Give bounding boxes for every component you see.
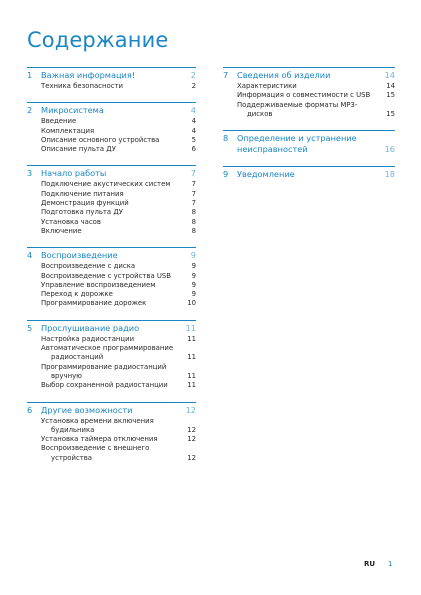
toc-section <box>27 165 196 236</box>
toc-item-label: Поддерживаемые форматы MP3-дисков <box>237 100 358 118</box>
toc-item-label: Техника безопасности <box>41 82 123 90</box>
toc-item-page: 9 <box>191 262 196 271</box>
section-number: 5 <box>27 322 33 333</box>
toc-item-label: Демонстрация функций <box>41 199 129 208</box>
toc-item-label: Введение <box>41 117 77 126</box>
toc-section <box>27 247 196 308</box>
toc-item[interactable] <box>27 344 196 363</box>
toc-item[interactable] <box>27 180 196 189</box>
toc-item-label: Характеристики <box>237 82 297 90</box>
section-title: Сведения об изделии <box>237 70 331 80</box>
toc-item-page: 8 <box>191 217 196 226</box>
section-title: Важная информация! <box>41 70 136 80</box>
section-title: Начало работы <box>41 168 107 179</box>
toc-item-label: Настройка радиостанции <box>41 334 135 343</box>
section-page: 2 <box>190 70 196 80</box>
section-page: 4 <box>190 105 196 116</box>
toc-item-label: Переход к дорожке <box>41 290 113 299</box>
toc-item-page: 6 <box>191 145 196 154</box>
toc-item-page: 10 <box>187 299 196 308</box>
toc-item-page: 7 <box>191 199 196 208</box>
toc-section <box>223 67 395 119</box>
toc-item-page: 9 <box>191 271 196 280</box>
section-page: 9 <box>190 250 196 261</box>
section-heading[interactable] <box>223 133 395 155</box>
section-heading[interactable] <box>27 405 196 416</box>
section-number: 7 <box>223 70 229 80</box>
toc-item-label: Воспроизведение с диска <box>41 262 136 271</box>
toc-item[interactable] <box>27 381 196 390</box>
section-page: 18 <box>384 169 395 180</box>
section-number: 3 <box>27 168 33 179</box>
toc-item-label: Установка часов <box>41 217 101 226</box>
toc-item[interactable] <box>27 335 196 344</box>
toc-section <box>27 67 196 91</box>
section-page: 14 <box>384 70 395 80</box>
toc-item[interactable] <box>27 117 196 126</box>
toc-item-label: Описание пульта ДУ <box>41 145 116 154</box>
page-number: 1 <box>388 560 393 568</box>
language-code: RU <box>364 560 376 568</box>
toc-item-label: Подготовка пульта ДУ <box>41 208 123 217</box>
toc-item-label: Воспроизведение с устройства USB <box>41 271 172 280</box>
toc-section <box>223 166 395 180</box>
section-heading[interactable] <box>27 105 196 116</box>
toc-item-page: 12 <box>187 425 196 434</box>
toc-item-label: Описание основного устройства <box>41 135 160 144</box>
toc-item-label: Установка таймера отключения <box>41 435 158 444</box>
section-heading[interactable] <box>27 250 196 261</box>
toc-section <box>223 130 395 155</box>
toc-item[interactable] <box>27 363 196 382</box>
section-number: 2 <box>27 105 33 116</box>
section-page: 7 <box>190 168 196 179</box>
section-title: Прослушивание радио <box>41 322 140 333</box>
section-heading[interactable] <box>27 323 196 334</box>
toc-item[interactable] <box>27 127 196 136</box>
toc-item[interactable] <box>27 435 196 444</box>
toc-item[interactable] <box>27 281 196 290</box>
section-heading[interactable] <box>27 70 196 81</box>
toc-item-page: 4 <box>191 117 196 126</box>
toc-item[interactable] <box>27 299 196 308</box>
toc-item[interactable] <box>27 208 196 217</box>
toc-item-label: Выбор сохраненной радиостанции <box>41 381 168 390</box>
toc-item[interactable] <box>223 91 395 100</box>
toc-item-label: Автоматическое программирование радиостанций <box>41 344 174 362</box>
toc-item-page: 9 <box>191 280 196 289</box>
section-title: Определение и устранение неисправностей <box>237 133 357 155</box>
section-heading[interactable] <box>223 70 395 81</box>
section-number: 8 <box>223 133 229 144</box>
toc-item-page: 11 <box>187 381 196 390</box>
section-page: 11 <box>185 322 196 333</box>
toc-column-left <box>27 67 196 474</box>
section-page: 16 <box>384 144 395 155</box>
section-number: 1 <box>27 70 33 80</box>
toc-item-page: 11 <box>187 334 196 343</box>
toc-item-page: 2 <box>191 82 196 90</box>
toc-item-label: Подключение акустических систем <box>41 180 171 189</box>
toc-item-page: 15 <box>386 109 395 118</box>
toc-item-label: Программирование дорожек <box>41 299 147 308</box>
toc-item-label: Воспроизведение с внешнего устройства <box>41 444 150 462</box>
page-title: Содержание <box>27 28 169 52</box>
toc-item-page: 5 <box>191 135 196 144</box>
toc-item[interactable] <box>27 262 196 271</box>
toc-item-label: Подключение питания <box>41 189 124 198</box>
toc-column-right <box>223 67 395 191</box>
section-page: 12 <box>185 404 196 415</box>
toc-item[interactable] <box>223 82 395 91</box>
toc-item-label: Включение <box>41 226 82 235</box>
toc-item-label: Комплектация <box>41 126 95 135</box>
toc-item[interactable] <box>27 136 196 145</box>
toc-item[interactable] <box>223 101 395 120</box>
toc-item-page: 14 <box>386 82 395 90</box>
toc-item-page: 15 <box>386 91 395 100</box>
toc-item[interactable] <box>27 272 196 281</box>
toc-section <box>27 102 196 154</box>
toc-item-label: Информация о совместимости с USB <box>237 91 371 100</box>
toc-item-page: 11 <box>187 353 196 362</box>
toc-item[interactable] <box>27 218 196 227</box>
section-title: Микросистема <box>41 105 104 116</box>
toc-item-page: 8 <box>191 208 196 217</box>
toc-item[interactable] <box>27 417 196 436</box>
section-title: Уведомление <box>237 169 295 180</box>
toc-item[interactable] <box>27 444 196 463</box>
section-number: 4 <box>27 250 33 261</box>
toc-section <box>27 320 196 391</box>
toc-item[interactable] <box>27 145 196 154</box>
toc-item-page: 12 <box>187 453 196 462</box>
section-number: 6 <box>27 404 33 415</box>
toc-item-page: 7 <box>191 180 196 189</box>
toc-item[interactable] <box>27 82 196 91</box>
toc-item[interactable] <box>27 190 196 199</box>
toc-item-page: 4 <box>191 126 196 135</box>
section-heading[interactable] <box>27 168 196 179</box>
toc-item-page: 7 <box>191 189 196 198</box>
section-number: 9 <box>223 169 229 180</box>
toc-item-page: 11 <box>187 371 196 380</box>
toc-item-page: 9 <box>191 290 196 299</box>
toc-item-page: 8 <box>191 226 196 235</box>
section-heading[interactable] <box>223 169 395 180</box>
section-title: Воспроизведение <box>41 250 118 261</box>
toc-item[interactable] <box>27 227 196 236</box>
toc-section <box>27 402 196 463</box>
toc-item[interactable] <box>27 199 196 208</box>
toc-item[interactable] <box>27 290 196 299</box>
toc-item-label: Управление воспроизведением <box>41 280 156 289</box>
toc-item-label: Программирование радиостанций вручную <box>41 362 167 380</box>
toc-item-label: Установка времени включения будильника <box>41 416 154 434</box>
section-title: Другие возможности <box>41 404 133 415</box>
toc-item-page: 12 <box>187 435 196 444</box>
